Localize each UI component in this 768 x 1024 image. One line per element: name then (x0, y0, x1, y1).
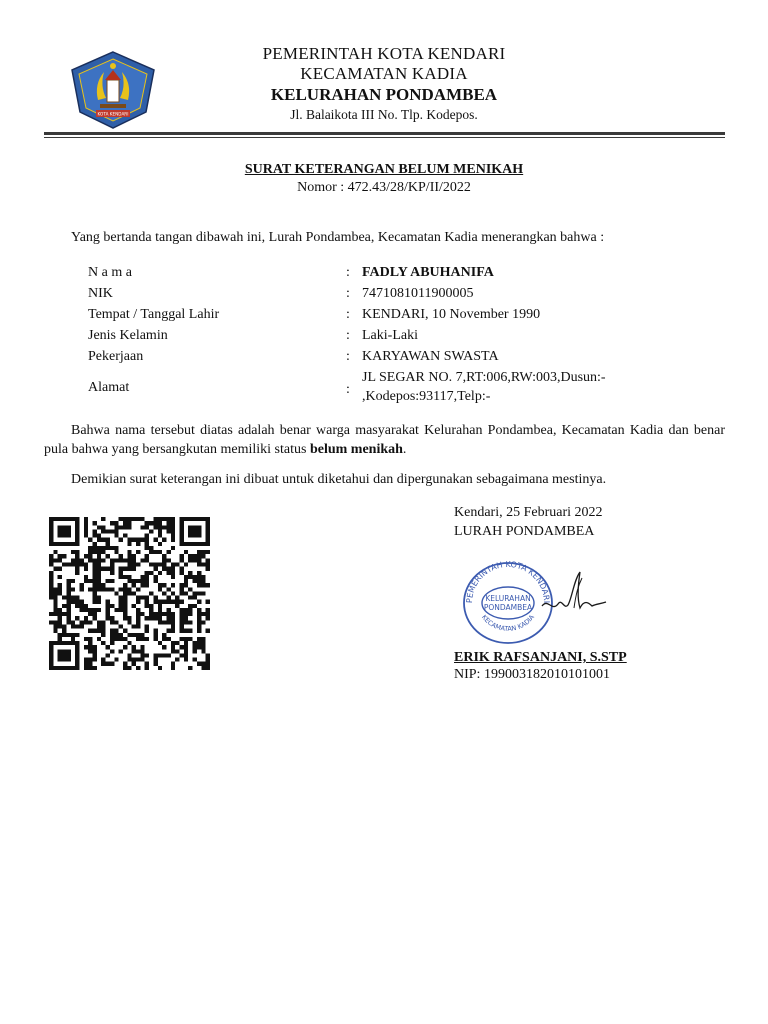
address-line-1: JL SEGAR NO. 7,RT:006,RW:003,Dusun:- (362, 370, 606, 385)
field-value: KENDARI, 10 November 1990 (362, 307, 541, 322)
field-row-birth (88, 304, 738, 325)
statement-text: Bahwa nama tersebut diatas adalah benar warga masyarakat Kelurahan Pondambea, Kecamatan Kadia dan benar pula bahwa yang bersangkutan memiliki status (44, 423, 725, 457)
signer-nip: NIP: 199003182010101001 (454, 667, 610, 682)
signer-name: ERIK RAFSANJANI, S.STP (454, 650, 627, 665)
field-value (362, 368, 662, 406)
closing-paragraph: Demikian surat keterangan ini dibuat untuk diketahui dan dipergunakan sebagaimana mestinya. (71, 472, 607, 487)
header-divider-thick (44, 132, 725, 135)
svg-text:PEMERINTAH KOTA KENDARI: PEMERINTAH KOTA KENDARI (464, 559, 552, 604)
field-row-occupation (88, 346, 738, 367)
field-row-name (88, 262, 738, 283)
field-value: FADLY ABUHANIFA (362, 265, 494, 280)
field-separator: : (346, 382, 350, 397)
field-row-address (88, 367, 738, 407)
statement-paragraph (44, 421, 725, 459)
statement-end: . (402, 442, 407, 457)
village-name: KELURAHAN PONDAMBEA (270, 85, 498, 104)
field-label: Alamat (88, 380, 130, 395)
handwritten-signature (540, 568, 610, 618)
field-separator: : (346, 328, 350, 343)
document-title: SURAT KETERANGAN BELUM MENIKAH (244, 162, 524, 177)
intro-text: Yang bertanda tangan dibawah ini, Lurah Pondambea, Kecamatan Kadia menerangkan bahwa : (71, 230, 605, 245)
field-label: Pekerjaan (88, 349, 144, 364)
field-row-nik (88, 283, 738, 304)
field-label: Tempat / Tanggal Lahir (88, 307, 220, 322)
qr-code (49, 517, 210, 670)
place-date: Kendari, 25 Februari 2022 (454, 505, 603, 520)
field-separator: : (346, 265, 350, 280)
field-separator: : (346, 307, 350, 322)
city-emblem-logo (70, 50, 156, 130)
document-number: Nomor : 472.43/28/KP/II/2022 (297, 180, 471, 195)
district-name: KECAMATAN KADIA (300, 64, 468, 83)
field-label: NIK (88, 286, 113, 301)
person-details (88, 262, 738, 407)
svg-text:PONDAMBEA: PONDAMBEA (483, 603, 533, 612)
qr-modules (49, 517, 210, 670)
address-line-2: ,Kodepos:93117,Telp:- (362, 389, 491, 404)
field-separator: : (346, 349, 350, 364)
field-label: Jenis Kelamin (88, 328, 168, 343)
status-bold: belum menikah (309, 442, 403, 457)
gov-name: PEMERINTAH KOTA KENDARI (262, 44, 506, 63)
field-value: 7471081011900005 (362, 286, 474, 301)
office-address: Jl. Balaikota III No. Tlp. Kodepos. (290, 107, 478, 122)
svg-text:KECAMATAN KADIA: KECAMATAN KADIA (479, 613, 537, 633)
signature-block (454, 503, 734, 541)
svg-text:KELURAHAN: KELURAHAN (485, 594, 531, 603)
field-row-gender (88, 325, 738, 346)
field-separator: : (346, 286, 350, 301)
field-value: KARYAWAN SWASTA (362, 349, 499, 364)
header-divider-thin (44, 137, 725, 138)
letterhead (180, 44, 588, 124)
signer-position: LURAH PONDAMBEA (454, 524, 595, 539)
field-label: N a m a (88, 265, 132, 280)
svg-text:KOTA KENDARI: KOTA KENDARI (97, 111, 129, 117)
field-value: Laki-Laki (362, 328, 418, 343)
